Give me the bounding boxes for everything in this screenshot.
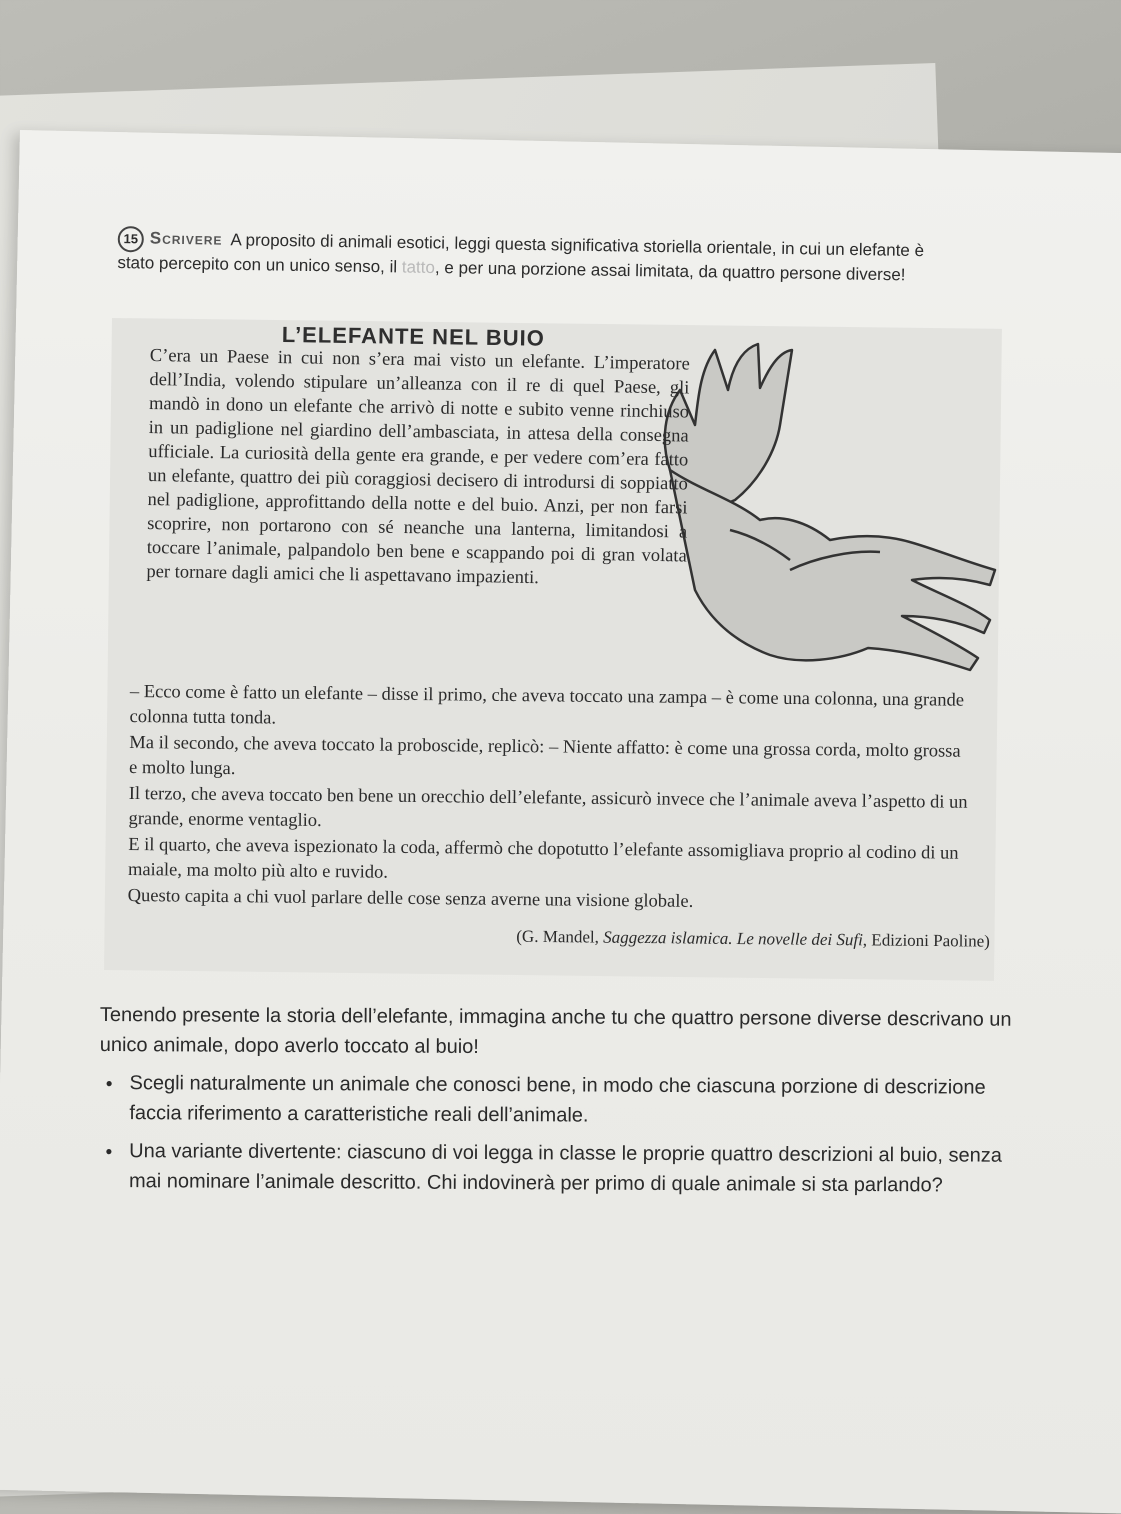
story-paragraph-1 (146, 344, 690, 594)
story-para-4: Il terzo, che aveva toccato ben bene un orecchio dell’elefante, assicurò invece che l’animale aveva l’aspetto di un grande, enorme ventaglio. (128, 783, 968, 831)
task-intro: Tenendo presente la storia dell’elefante, immagina anche tu che quattro persone diverse descrivano un unico animale, dopo averlo toccato al buio! (99, 1003, 1012, 1058)
story-para-3: Ma il secondo, che aveva toccato la proboscide, replicò: – Niente affatto: è come una grossa corda, molto grossa e molto lunga. (128, 732, 961, 779)
story-para-5: E il quarto, che aveva ispezionato la coda, affermò che dopotutto l’elefante assomigliava proprio al codino di un maiale, ma molto più alto e ruvido. (127, 834, 959, 883)
credit-end: , Edizioni Paoline) (862, 930, 990, 951)
story-continuation (128, 680, 970, 919)
exercise-header (117, 226, 948, 287)
exercise-label: Scrivere (149, 228, 223, 250)
credit-start: (G. Mandel, (516, 926, 604, 947)
hand-lower-icon (670, 470, 995, 670)
story-para-1-text: C’era un Paese in cui non s’era mai visto un elefante. L’imperatore dell’India, volendo stipulare un’alleanza con il re di quel Paese, gli mandò in dono un elefante che arrivò di notte e subito venne rinchiuso in un padiglione nel giardino dell’ambasciata, in attesa della consegna ufficiale. La curiosità della gente era grande, e per vedere com’era fatto un elefante, quattro dei più coraggiosi decisero di introdursi di soppiatto nel padiglione, approfittando della notte e del buio. Anzi, per non farsi scoprire, non portarono con sé neanche una lanterna, limitandosi a toccare l’animale, palpandolo ben bene e scappando poi di gran volata per tornare dagli amici che li aspettavano impazienti. (146, 345, 690, 589)
story-title: L’ELEFANTE NEL BUIO (281, 322, 546, 351)
task-bullet-1: ● Scegli naturalmente un animale che conosci bene, in modo che ciascuna porzione di descrizione faccia riferimento a caratteristiche reali dell’animale. (99, 1068, 1029, 1133)
hands-illustration (640, 330, 1020, 690)
story-para-6: Questo capita a chi vuol parlare delle cose senza averne una visione globale. (127, 885, 694, 912)
story-para-2: – Ecco come è fatto un elefante – disse il primo, che aveva toccato una zampa – è come una colonna, una grande colonna tutta tonda. (129, 681, 965, 729)
exercise-intro-highlight: tatto (401, 257, 436, 277)
task-section (99, 1000, 1030, 1209)
exercise-intro-end: , e per una porzione assai limitata, da quattro persone diverse! (434, 257, 906, 285)
task-bullet-2: ● Una variante divertente: ciascuno di voi legga in classe le proprie quattro descrizioni al buio, senza mai nominare l’animale descritto. Chi indovinerà per primo di quale animale si sta parlando? (99, 1136, 1029, 1201)
exercise-intro-start: A proposito di animali esotici, leggi questa significativa storiella orientale, in cui un elefante è stato percepito con un unico senso, il (117, 230, 925, 277)
credit-title: Saggezza islamica. Le novelle dei Sufi (603, 927, 863, 950)
exercise-number-badge: 15 (118, 226, 144, 252)
